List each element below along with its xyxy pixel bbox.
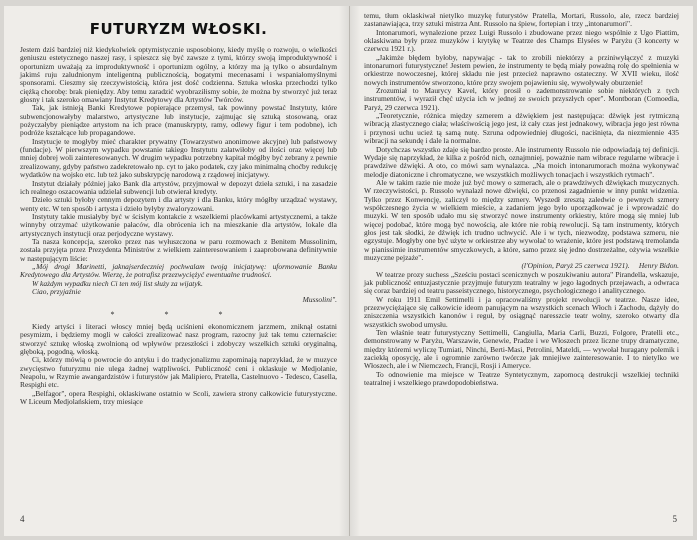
right-page: [349, 6, 693, 536]
paragraph: Instytuty takie musiałyby być w ścisłym kontakcie z wszelkiemi placówkami artystycznemi, a także winnyby otrzymać użytkowanie pałaców, dla obrócenia ich na mieszkanie dla artystów, lokale dla artystycznych instytucji oraz perjodyczne wystawy.: [20, 211, 337, 238]
paragraph: Kiedy artyści i literaci włoscy mniej będą uciśnieni ekonomicznem jarzmem, zniknął ostatni pesymizm, i będziemy mogli w całości zrealizować nasz program, razocny już tak temu czternaście: stworzyć sztukę włoską zwolnioną od wpływów przeszłości i zdobyczy wszelkich sztuki oryginalną, głęboką, pogodną, włoską.: [20, 322, 337, 357]
attribution-source: (l'Opinion, Paryż 25 czerwca 1921).: [521, 261, 630, 271]
paragraph: W roku 1911 Emil Settimelli i ja opracowaliśmy projekt rewolucji w teatrze. Nasze idee, przezwyciężające się całkowicie ideom panującym na wszystkich scenach Włoch i Zachodu, dążyły do zniszczenia wszystkich kanonów i reguł, by osiągnąć naresszcie teatr wolny, szeroko otwarty dla wszystkich swobod umysłu.: [364, 294, 679, 329]
page-number: 4: [20, 514, 25, 524]
gutter-shadow: [339, 6, 349, 536]
paragraph: To odnowienie ma miejsce w Teatrze Syntetycznym, zapomocą destrukcji wszelkiej techniki teatralnej i wszelkiego prawdopodobieństwa.: [364, 369, 679, 388]
paragraph: Zrozumiał to Maurycy Kavel, który prosił o zademonstrowanie sobie niektórych z tych instrumentów, i wyraził chęć użycia ich w jednej ze swoich przyszłych oper". Montboran (Comoedia, Paryż, 29 czerwca 1921).: [364, 86, 679, 112]
quote-line: Ciao, przyjaźnie: [32, 286, 81, 296]
page-number: 5: [672, 514, 677, 524]
paragraph: „Teoretycznie, różnica między szmerem a dźwiękiem jest następująca: dźwięk jest rytmiczną wibracją zlastycznego ciała; właściwością jego jest, iż cały czas jest jednakowy, wibracja jego jest równa i przynosi uchu ucież tą samą nutę. Szruna odpowiedniej długości, naciśnięta, da niezmiennie 435 wibracji na sekundę i dale la normalne.: [364, 111, 679, 146]
paragraph: Intonarumori, wynalezione przez Luigi Russolo i zbudowane przez niego wspólnie z Ugo Piattim, oklaskiwana były przez muzyków i krytykę w Teatrze des Champs Elysées w Paryżu (3 koncerty w czerwcu 1921 r.).: [364, 27, 679, 54]
left-page: [4, 6, 349, 536]
paragraph: Dotychczas wszystko zdaje się bardzo proste. Ale instrumenty Russolo nie odpowiadają tej definicji. Wydaje się naprzykład, że kilka z pośród nich, oznajmniej, poważnie nam wibrace regularne wibracje i prawdziwe dźwięki. A oto, co mówi sam wynalazca. „Na moich intonarumorach można wykonywać melodje diatoniczne i chromatyczne, we wszystkich możliwych tonacjach i wszystkich rytmach".: [364, 144, 679, 179]
paragraph: Ta nasza koncepcja, szeroko przez nas wyłuszczona w paru rozmowach z Benitem Mussolinim, została przyjęta przez Prezydenta Ministrów z wielkiem zainteresowaniem i zaaprobowana definitywnie w następującym liście:: [20, 236, 337, 263]
quote-line: W każdym wypadku niech Ci ten mój list służy za wijatyk.: [32, 278, 203, 288]
paragraph: Jestem dziś bardziej niż kiedykolwiek optymistycznie usposobiony, kiedy myślę o rozwoju, o wielkości geniuszu estetycznego naszej rasy, i spieszcz się być zawsze z tymi, którzy swoją improduktywność i oportunizm uważają za improduktywność i oportunizm ogólny, a którzy ma ją tylko o absurdalnym jakimś ruju zaludnionym inteligentną publicznością, bogatymi mecenasami i wspaniałomyślnymi sponsorami. Cieszmy się rzeczywistością, która jest dość codzienna. Sztuka włoska przechodzi tylko ciężką chorobę: brak pieniędzy. Aby temu zaradzić wyobraziłismy sobie, że można by stworzyć już teraz głosny i tak szeroko omawiany Instytut Kredytowy dla Artystów Twórców.: [20, 45, 337, 105]
quote-signature: Mussolini".: [302, 295, 337, 305]
paragraph: temu, tłum oklaskiwał nietylko muzykę futurystów Pratella, Mortari, Russolo, ale, rzecz bardziej zastanawiająca, trzy sztuki mistrza Ant. Russolo na śpiew, fortepian i trzy „intonarumori".: [364, 11, 679, 29]
paragraph: Ale w takim razie nie może już być mowy o szmerach, ale o prawdziwych dźwiękach muzycznych. W rzeczywistości, p. Russolo wynalazł nowe dźwięki, co przenosi zagadnienie w inny punkt widzenia. Tylko przez Konwencję, zaliczył to między szmery. Wyszedł zresztą zaledwie o pewnych szmery współczesnego życia w wielkiem mieście, a zadaniem jego było uporządkować je i wprowadzić do muzyki. W ten sposób udało mu się stworzyć nowe instrumenty orkiestry, które mogą się mniej lub więcej podobać, które mogą być nowością, ale które nie robią rewolucji. Są tam instrumenty, których głos jest tak słodki, że dźwięk ich trudno uchwycić. Ale i w tych, niezwodzę, podstawa szmeru, nie egzystuje. Mogłyby one być użyte w orkiestrze aby wywołać to wrażenie, które jest podstawą tremolanda w pianissimie instrumentów smyczkowych, a które, samo przez się jedno dostrzeżalne, ożywia wszelkie muzyczne pejzaże".: [364, 177, 679, 262]
gutter-shadow: [350, 6, 360, 536]
paragraph: „Belfagor", opera Respighi, oklaskiwane ostatnio w Scoli, zawiera strony całkowicie futurystyczne. W Liceum Medjolańskiem, trzy miesiące: [20, 388, 337, 407]
paragraph: Ten właśnie teatr futurystyczny Settimelli, Cangiulla, Maria Carli, Buzzi, Folgore, Pratelli etc., demonstrowany w Paryżu, Warszawie, Genewie, Pradze i we Włoszech przez liczne trupy dramatyczne, między któremi wyliczę Tumiati, Ninchi, Berti-Masi, Petrolini, Mateldi, — wywołał huragany polemik i zaciekłą oposycję, ale i ogromnie zarówno twórcze jak mniejiwe zainteresowanie. I to nietylko we Włoszech, ale i w Niemczech, Francji, Rosji i Ameryce.: [364, 328, 679, 371]
book-spread: [4, 6, 693, 536]
paragraph: Dzieło sztuki byłoby cennym depozytem i dla artysty i dla Banku, który mógłby urządzać wystawy, wenty etc. W ten sposób i artysta i dzieło byłyby zwaloryzowani.: [20, 195, 337, 213]
quote-line: „Mój drogi Marinetti, jaknajserdeczniej pochwalam twoją inicjatywę: uformowanie Banku Kredytowego dla Artystów. Wierzę, że potrafisz przezwyciężyć ewentualne trudności.: [20, 261, 337, 280]
paragraph: Tak, jak istnieją Banki Kredytowe popierające przemysł, tak powinny powstać Instytuty, które subwencjonowałyby malarstwo, artystyczne lub instytucje, zajmując się sztuką stosowaną, oraz pożyczałyby pieniądze artystom na ich prace (manuskrypty, ramy, odlewy figur i tem podobne), ich podróże kształcące lub propagandowe.: [20, 103, 337, 138]
section-divider: * * *: [110, 309, 247, 319]
paragraph: Ci, którzy mówią o powrocie do antyku i do tradycjonalizmu zapominają naprzykład, że w muzyce zwycięstwo futuryzmu nie ulega żadnej wątpliwości. Publiczność ceni i oklaskuje w Medjolanie, Neapolu, w Rzymie awangardzistów i futurystów jak Malipiero, Pratella, Castelnuovo - Tedesco, Casella, Respighi etc.: [20, 355, 337, 390]
paragraph: Instytucje te mogłyby mieć charakter prywatny (Towarzystwo anonimowe akcyjne) lub państwowy (fundacje). W pierwszym wypadku powstanie takiego Instytutu załatwiłoby od ilości oraz więcej lub mniej dobrej woli zainteresowanych. W drugim wypadku potrzebny kapitał mógłby być zebrany z pewnie zrealizowany, gdyby państwo zadekretowało np. cyt to jako podatek, czy jako minimalną choćby redukcję wydatków na wojsko etc. lub też jako subskrypcję narodową z rządowej inicjatywy.: [20, 136, 337, 180]
paragraph: „Jakimże błędem byłoby, napywając - tak to zrobili niektórzy a prziniwyłączyć z muzyki intonarumori futurystyczne! Jestem pewien, że instrumenty te będą miały powaźną rolę do spełnienia w orkiestrze nowoczesnej, której składu nie jest przecież naprawno ostateczny. W XVII wieku, ilość nowych instrumentów stworzono, które przy swojem pojawieniu się, wywoływały oburzenie!: [364, 52, 679, 87]
paragraph: Instytut działały później jako Bank dla artystów, przyjmował w depozyt dzieła sztuki, i na zasadzie ich realnego oszacowania udzielał subwencji lub otwierał kredyty.: [20, 178, 337, 196]
paragraph: W teatrze prozy suchess „Sześciu postaci scenicznych w poszukiwaniu autora" Pirandella, wskazuje, jak publiczność entuzjastycznie przyjmuje futuryzm teatralny w jego łagodnych przejawach, a odwraca się coraz bardziej od teatru passeistycznego, historycznego, psychologicznego i analitycznego.: [364, 269, 679, 296]
left-text-column: [20, 46, 337, 406]
right-text-column: [364, 12, 679, 387]
article-title: FUTURYZM WŁOSKI.: [89, 20, 268, 38]
attribution-author: Henry Bidon.: [638, 261, 679, 271]
